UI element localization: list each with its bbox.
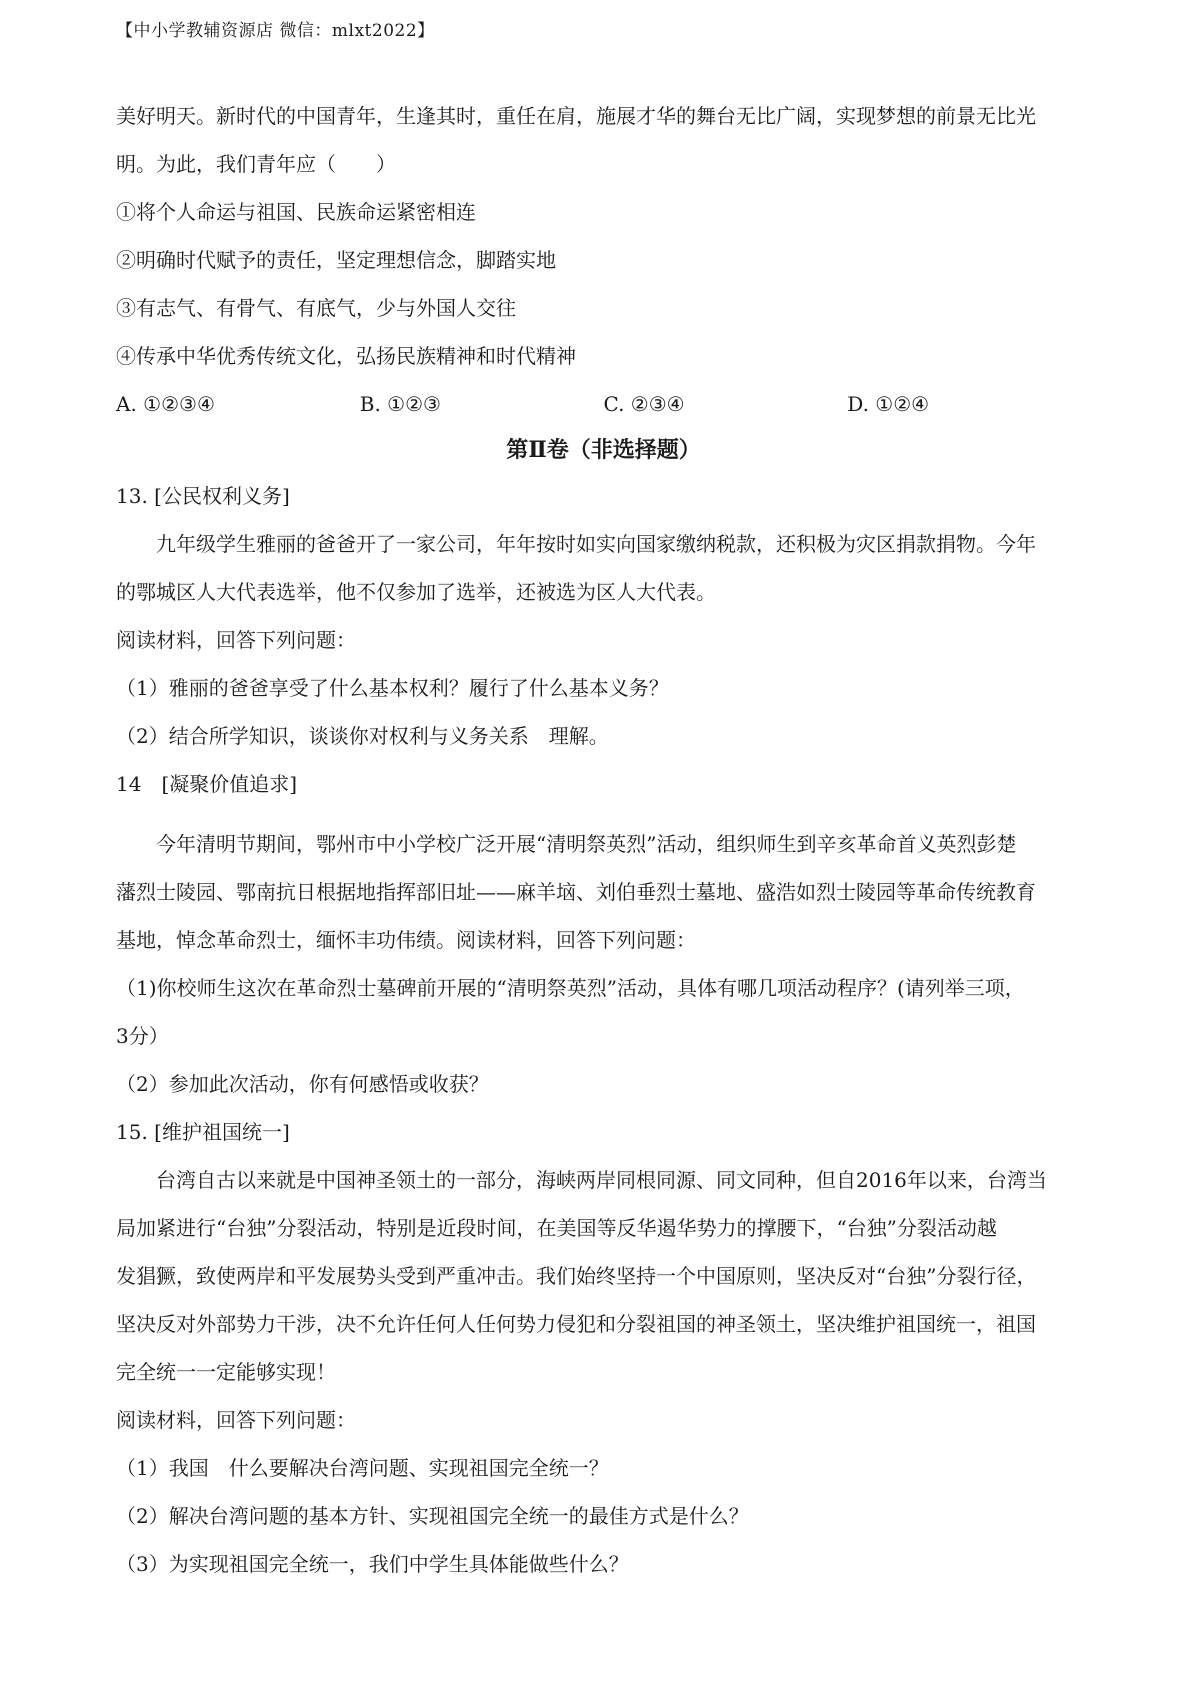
q15-subquestion: （1）我国 什么要解决台湾问题、实现祖国完全统一？: [116, 1456, 609, 1480]
q12-stem-line: 明。为此，我们青年应（ ）: [116, 152, 396, 176]
q13-prompt: 阅读材料，回答下列问题：: [116, 628, 356, 652]
q13-subquestion: （2）结合所学知识，谈谈你对权利与义务关系 理解。: [116, 724, 609, 748]
q12-item: ②明确时代赋予的责任，坚定理想信念，脚踏实地: [116, 248, 556, 272]
section-title: 第Ⅱ卷（非选择题）: [506, 437, 701, 463]
q14-subquestion: （1)你校师生这次在革命烈士墓碑前开展的“清明祭英烈”活动，具体有哪几项活动程序？(请列举三项，: [116, 976, 1025, 1000]
q15-material-line: 完全统一一定能够实现！: [116, 1360, 336, 1384]
q15-material-line: 台湾自古以来就是中国神圣领土的一部分，海峡两岸同根同源、同文同种，但自2016年以来，台湾当: [156, 1168, 1047, 1192]
q13-material-line: 的鄂城区人大代表选举，他不仅参加了选举，还被选为区人大代表。: [116, 580, 716, 604]
page-header: 【中小学教辅资源店 微信：mlxt2022】: [116, 21, 435, 41]
q14-title: 14 [凝聚价值追求]: [116, 772, 298, 796]
exam-page: [116, 92, 1091, 1588]
q12-options: [116, 380, 1091, 428]
q13-material-line: 九年级学生雅丽的爸爸开了一家公司，年年按时如实向国家缴纳税款，还积极为灾区捐款捐物。今年: [156, 532, 1036, 556]
q15-subquestion: （3）为实现祖国完全统一，我们中学生具体能做些什么？: [116, 1552, 629, 1576]
question-14: [116, 760, 1091, 1108]
q14-subquestion: （2）参加此次活动，你有何感悟或收获？: [116, 1072, 489, 1096]
q12-item: ①将个人命运与祖国、民族命运紧密相连: [116, 200, 476, 224]
question-15: [116, 1108, 1091, 1588]
q12-stem-line: 美好明天。新时代的中国青年，生逢其时，重任在肩，施展才华的舞台无比广阔，实现梦想的前景无比光: [116, 104, 1036, 128]
question-12: [116, 92, 1091, 428]
option-a: A. ①②③④: [116, 392, 215, 416]
q15-material-line: 坚决反对外部势力干涉，决不允许任何人任何势力侵犯和分裂祖国的神圣领土，坚决维护祖国统一，祖国: [116, 1312, 1036, 1336]
option-d: D. ①②④: [847, 392, 930, 416]
q15-title: 15. [维护祖国统一]: [116, 1120, 290, 1144]
option-b: B. ①②③: [359, 392, 441, 416]
q13-title: 13. [公民权利义务]: [116, 484, 290, 508]
q15-subquestion: （2）解决台湾问题的基本方针、实现祖国完全统一的最佳方式是什么？: [116, 1504, 749, 1528]
q15-prompt: 阅读材料，回答下列问题：: [116, 1408, 356, 1432]
option-c: C. ②③④: [603, 392, 685, 416]
q12-item: ④传承中华优秀传统文化，弘扬民族精神和时代精神: [116, 344, 576, 368]
question-13: [116, 472, 1091, 760]
q15-material-line: 发猖獗，致使两岸和平发展势头受到严重冲击。我们始终坚持一个中国原则，坚决反对“台独”分裂行径，: [116, 1264, 1037, 1288]
q14-material-line: 藩烈士陵园、鄂南抗日根据地指挥部旧址——麻羊垴、刘伯垂烈士墓地、盛浩如烈士陵园等革命传统教育: [116, 880, 1036, 904]
q14-subquestion: 3分）: [116, 1024, 169, 1048]
q12-item: ③有志气、有骨气、有底气，少与外国人交往: [116, 296, 516, 320]
q13-subquestion: （1）雅丽的爸爸享受了什么基本权利？履行了什么基本义务？: [116, 676, 669, 700]
q14-material-line: 今年清明节期间，鄂州市中小学校广泛开展“清明祭英烈”活动，组织师生到辛亥革命首义英烈彭楚: [156, 832, 1017, 856]
q15-material-line: 局加紧进行“台独”分裂活动，特别是近段时间，在美国等反华遏华势力的撑腰下，“台独”分裂活动越: [116, 1216, 997, 1240]
q14-material-line: 基地，悼念革命烈士，缅怀丰功伟绩。阅读材料，回答下列问题：: [116, 928, 696, 952]
